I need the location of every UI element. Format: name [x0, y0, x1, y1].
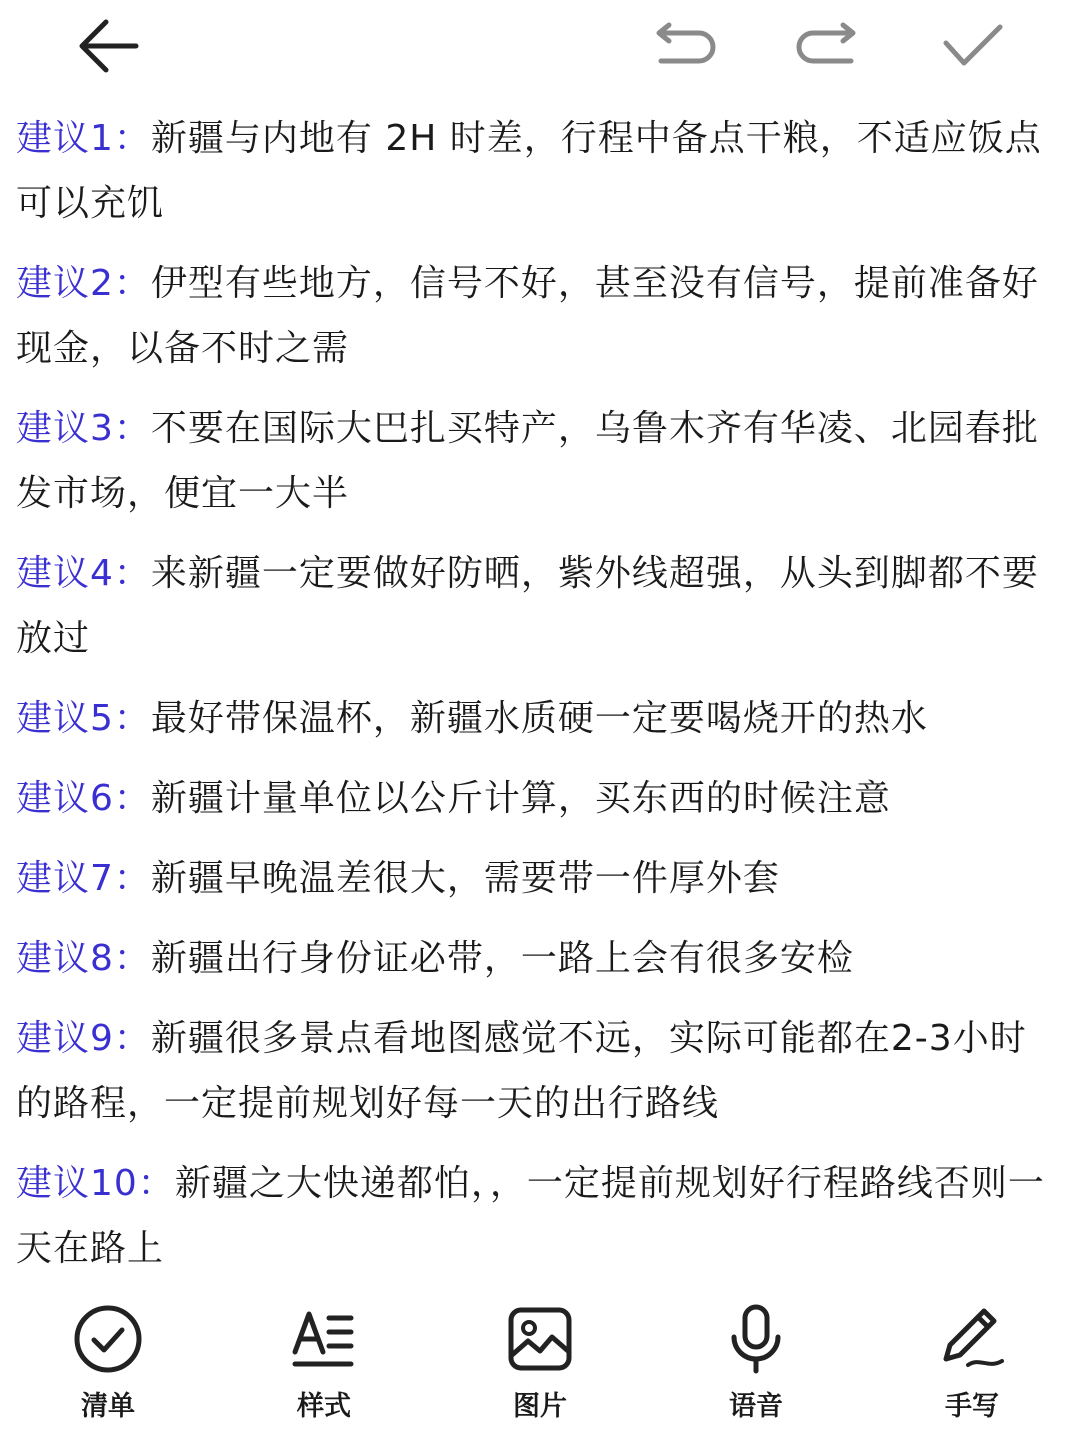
- note-paragraph: [16, 926, 1056, 991]
- suggestion-label: 建议4：: [16, 553, 151, 594]
- image-button[interactable]: [470, 1290, 610, 1430]
- suggestion-label: 建议10：: [16, 1163, 175, 1204]
- suggestion-text: 新疆出行身份证必带，一路上会有很多安检: [150, 938, 854, 979]
- check-icon[interactable]: [936, 18, 1008, 74]
- top-toolbar: [0, 0, 1080, 96]
- suggestion-label: 建议8：: [16, 938, 151, 979]
- checklist-label: 清单: [81, 1391, 135, 1422]
- note-paragraph: [16, 766, 1056, 831]
- suggestion-label: 建议9：: [16, 1018, 151, 1059]
- suggestion-label: 建议3：: [16, 408, 151, 449]
- note-paragraph: [16, 686, 1056, 751]
- suggestion-label: 建议5：: [16, 698, 151, 739]
- text-style-icon: [279, 1296, 369, 1382]
- suggestion-text: 不要在国际大巴扎买特产，乌鲁木齐有华凌、北园春批发市场，便宜一大半: [16, 408, 1039, 514]
- note-paragraph: [16, 1006, 1056, 1136]
- handwriting-label: 手写: [945, 1391, 999, 1422]
- suggestion-text: 新疆之大快递都怕，，一定提前规划好行程路线否则一天在路上: [16, 1163, 1045, 1269]
- suggestion-text: 新疆与内地有 2H 时差，行程中备点干粮，不适应饭点可以充饥: [16, 118, 1042, 224]
- text-style-button[interactable]: [254, 1290, 394, 1430]
- note-paragraph: [16, 396, 1056, 526]
- suggestion-text: 新疆很多景点看地图感觉不远，实际可能都在2-3小时的路程，一定提前规划好每一天的出行路线: [16, 1018, 1027, 1124]
- text-style-label: 样式: [297, 1391, 351, 1422]
- image-icon: [495, 1296, 585, 1382]
- note-paragraph: [16, 106, 1056, 236]
- image-label: 图片: [513, 1391, 567, 1422]
- note-body[interactable]: [16, 106, 1056, 1296]
- suggestion-text: 最好带保温杯，新疆水质硬一定要喝烧开的热水: [150, 698, 928, 739]
- checklist-button[interactable]: [38, 1290, 178, 1430]
- back-arrow-icon[interactable]: [72, 14, 144, 78]
- checklist-icon: [63, 1296, 153, 1382]
- pen-icon: [927, 1296, 1017, 1382]
- suggestion-label: 建议6：: [16, 778, 151, 819]
- voice-label: 语音: [729, 1391, 783, 1422]
- note-paragraph: [16, 1151, 1056, 1281]
- note-paragraph: [16, 541, 1056, 671]
- microphone-icon: [711, 1296, 801, 1382]
- suggestion-label: 建议1：: [16, 118, 151, 159]
- suggestion-text: 伊型有些地方，信号不好，甚至没有信号，提前准备好现金，以备不时之需: [16, 263, 1039, 369]
- redo-icon[interactable]: [790, 18, 866, 74]
- suggestion-text: 新疆早晚温差很大，需要带一件厚外套: [150, 858, 780, 899]
- undo-icon[interactable]: [646, 18, 722, 74]
- suggestion-label: 建议7：: [16, 858, 151, 899]
- suggestion-text: 新疆计量单位以公斤计算，买东西的时候注意: [150, 778, 891, 819]
- voice-button[interactable]: [686, 1290, 826, 1430]
- suggestion-label: 建议2：: [16, 263, 151, 304]
- note-paragraph: [16, 251, 1056, 381]
- suggestion-text: 来新疆一定要做好防晒，紫外线超强，从头到脚都不要放过: [16, 553, 1039, 659]
- bottom-toolbar: [0, 1290, 1080, 1440]
- note-paragraph: [16, 846, 1056, 911]
- handwriting-button[interactable]: [902, 1290, 1042, 1430]
